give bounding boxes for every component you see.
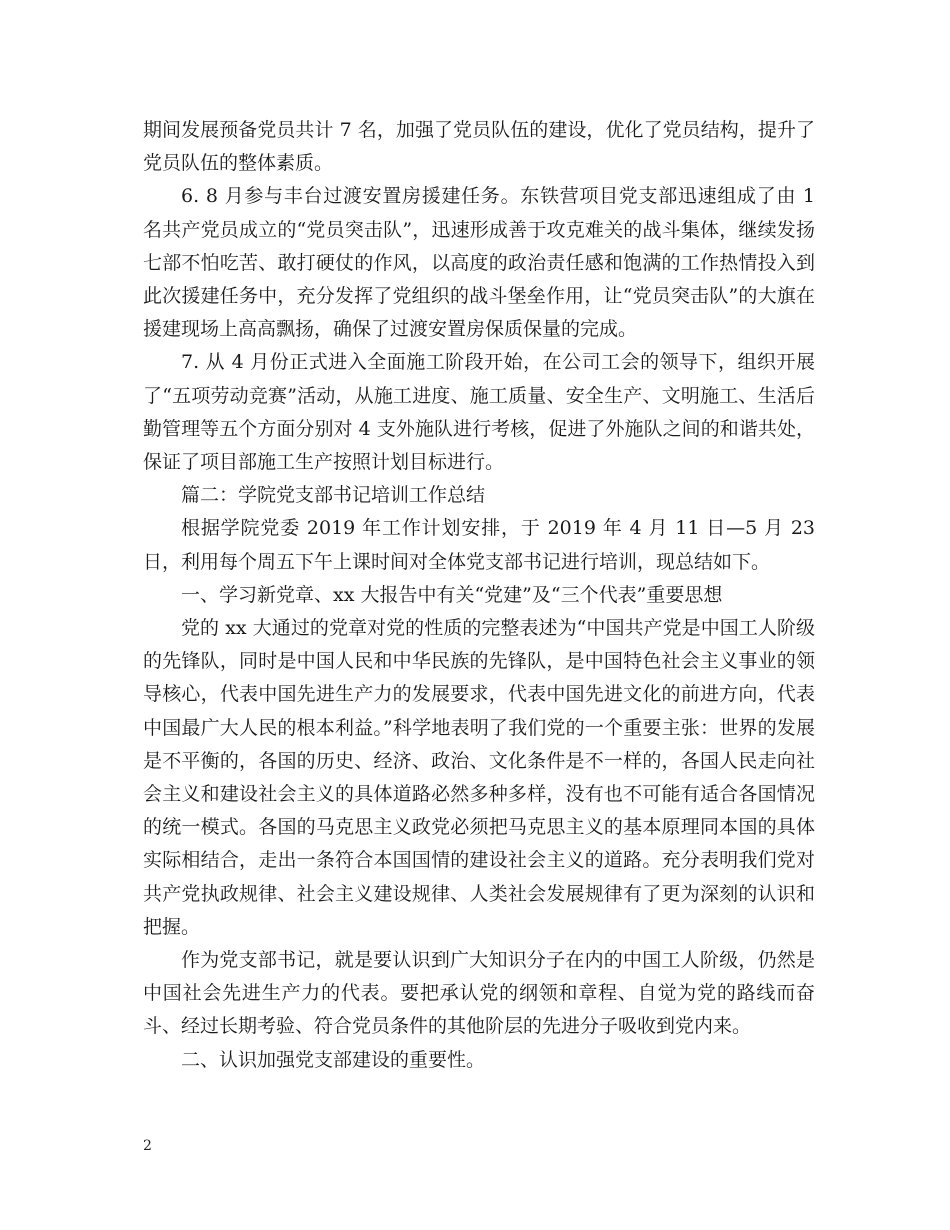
paragraph-branch-secretary: 作为党支部书记，就是要认识到广大知识分子在内的中国工人阶级，仍然是中国社会先进生产力的代表。要把承认党的纲领和章程、自觉为党的路线而奋斗、经过长期考验、符合党员条件的其他阶层的先进分子吸收到党内来。 bbox=[143, 949, 815, 1038]
subheading-one: 一、学习新党章、xx 大报告中有关“党建”及“三个代表”重要思想 bbox=[181, 583, 723, 606]
subheading-two: 二、认识加强党支部建设的重要性。 bbox=[181, 1048, 486, 1071]
paragraph-party-constitution: 党的 xx 大通过的党章对党的性质的完整表述为“中国共产党是中国工人阶级的先锋队，同时是中国人民和中华民族的先锋队，是中国特色社会主义事业的领导核心，代表中国先进生产力的发展要求，代表中国先进文化的前进方向，代表中国最广大人民的根本利益。”科学地表明了我们党的一个重要主张：世界的发展是不平衡的，各国的历史、经济、政治、文化条件是不一样的，各国人民走向社会主义和建设社会主义的具体道路必然多种多样，没有也不可能有适合各国情况的统一模式。各国的马克思主义政党必须把马克思主义的基本原理同本国的具体实际相结合，走出一条符合本国国情的建设社会主义的道路。充分表明我们党对共产党执政规律、社会主义建设规律、人类社会发展规律有了更为深刻的认识和把握。 bbox=[143, 617, 815, 938]
paragraph-item-7: 7. 从 4 月份正式进入全面施工阶段开始，在公司工会的领导下，组织开展了“五项劳动竞赛”活动，从施工进度、施工质量、安全生产、文明施工、生活后勤管理等五个方面分别对 4 支外施队进行考核，促进了外施队之间的和谐共处，保证了项目部施工生产按照计划目标进行。 bbox=[143, 351, 815, 474]
page-number: 2 bbox=[143, 1138, 152, 1154]
paragraph-item-6: 6. 8 月参与丰台过渡安置房援建任务。东铁营项目党支部迅速组成了由 1 名共产党员成立的“党员突击队”，迅速形成善于攻克难关的战斗集体，继续发扬七部不怕吃苦、敢打硬仗的作风，以高度的政治责任感和饱满的工作热情投入到此次援建任务中，充分发挥了党组织的战斗堡垒作用，让“党员突击队”的大旗在援建现场上高高飘扬，确保了过渡安置房保质保量的完成。 bbox=[143, 185, 815, 341]
paragraph-intro: 根据学院党委 2019 年工作计划安排，于 2019 年 4 月 11 日—5 月 23 日，利用每个周五下午上课时间对全体党支部书记进行培训，现总结如下。 bbox=[143, 517, 815, 573]
paragraph-continuation: 期间发展预备党员共计 7 名，加强了党员队伍的建设，优化了党员结构，提升了党员队伍的整体素质。 bbox=[143, 119, 815, 175]
section-heading-part-two: 篇二：学院党支部书记培训工作总结 bbox=[181, 484, 486, 507]
document-body bbox=[143, 114, 815, 1077]
